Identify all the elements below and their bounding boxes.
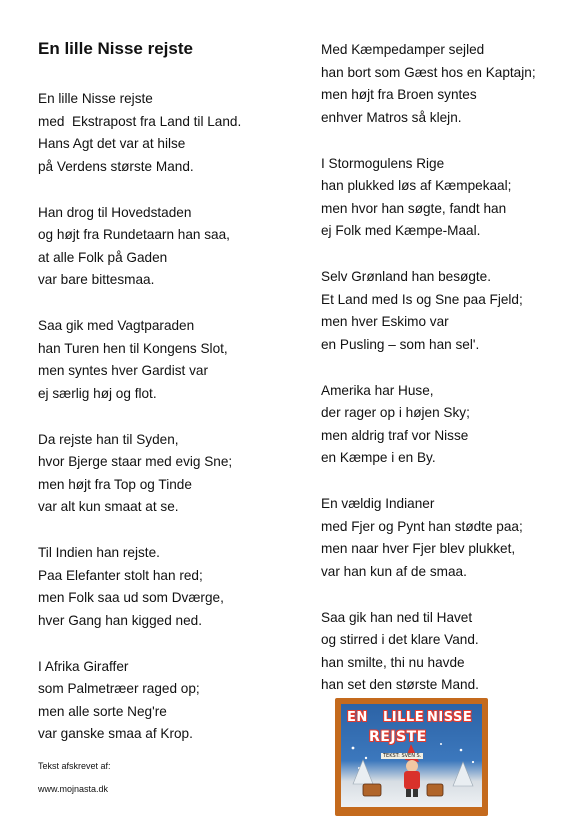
poem-line: En vældig Indianer [321,496,435,511]
poem-line: han plukked løs af Kæmpekaal; [321,178,512,193]
poem-line: Et Land med Is og Sne paa Fjeld; [321,291,523,307]
poem-line: men naar hver Fjer blev plukket, [321,541,516,556]
poem-line: var bare bittesmaa. [38,272,155,287]
poem-line: Da rejste han til Syden, [38,431,179,447]
poem-line: Med Kæmpedamper sejled [321,42,485,57]
cover-author-label: TEKST: SVEN S. [383,753,422,759]
cover-title-word: LILLE [383,710,425,725]
poem-line: som Palmetræer raged op; [38,681,200,696]
poem-line: Amerika har Huse, [321,382,434,398]
poem-line: men Folk saa ud som Dværge, [38,590,224,605]
stanza [38,429,288,519]
poem-line: men syntes hver Gardist var [38,363,208,378]
poem-line: var han kun af de smaa. [321,563,467,579]
poem-line: En lille Nisse rejste [38,91,153,106]
poem-line: Saa gik han ned til Havet [321,609,473,625]
poem-line: en Pusling – som han sel'. [321,336,480,352]
page-title: En lille Nisse rejste [38,39,193,58]
book-cover-image [335,698,488,816]
stanza [38,202,288,292]
poem-line: men højt fra Broen syntes [321,87,477,102]
nisse-figure-icon [404,744,420,797]
poem-line: ej særlig høj og flot. [38,385,157,401]
poem-column-left [38,88,288,769]
footer-website: www.mojnasta.dk [38,784,109,794]
poem-line: Hans Agt det var at hilse [38,136,186,151]
poem-line: men højt fra Top og Tinde [38,476,192,492]
poem-line: I Stormogulens Rige [321,155,445,171]
poem-line: Han drog til Hovedstaden [38,204,192,220]
stanza [321,493,571,583]
poem-line: men hver Eskimo var [321,314,449,329]
poem-line: der rager op i højen Sky; [321,405,470,420]
poem-line: han bort som Gæst hos en Kaptajn; [321,64,536,80]
stanza [321,266,571,356]
poem-line: Paa Elefanter stolt han red; [38,567,203,583]
cover-title-word: NISSE [427,710,473,725]
poem-line: Til Indien han rejste. [38,545,160,560]
stanza [321,380,571,470]
book-cover-artwork [341,704,482,807]
stanza [321,153,571,243]
poem-line: I Afrika Giraffer [38,658,129,674]
stanza [38,88,288,178]
poem-line: enhver Matros så klejn. [321,109,462,125]
footer-credit-label: Tekst afskrevet af: [38,761,111,771]
poem-line: var ganske smaa af Krop. [38,726,193,741]
poem-line: hver Gang han kigged ned. [38,612,203,628]
poem-line: og højt fra Rundetaarn han saa, [38,227,230,242]
poem-line: han Turen hen til Kongens Slot, [38,340,228,356]
poem-line: med Ekstrapost fra Land til Land. [38,113,242,129]
poem-line: en Kæmpe i en By. [321,450,436,465]
cover-title-word: EN [347,710,368,725]
poem-line: hvor Bjerge staar med evig Sne; [38,454,233,469]
poem-line: og stirred i det klare Vand. [321,632,479,647]
poem-line: Saa gik med Vagtparaden [38,318,195,333]
stanza [38,656,288,746]
cover-title-word: REJSTE [369,729,427,745]
poem-line: med Fjer og Pynt han stødte paa; [321,518,523,534]
poem-line: men aldrig traf vor Nisse [321,427,469,443]
poem-line: på Verdens største Mand. [38,158,194,174]
poem-line: Selv Grønland han besøgte. [321,269,492,284]
poem-column-right [321,39,571,720]
stanza [321,39,571,129]
poem-line: men alle sorte Neg're [38,703,167,719]
poem-line: han set den største Mand. [321,677,479,692]
poem-line: var alt kun smaat at se. [38,499,179,514]
poem-line: ej Folk med Kæmpe-Maal. [321,223,481,238]
stanza [38,315,288,405]
stanza [38,542,288,632]
poem-line: han smilte, thi nu havde [321,654,465,670]
suitcase-icon [363,784,443,796]
poem-line: men hvor han søgte, fandt han [321,200,507,216]
stanza [321,607,571,697]
poem-line: at alle Folk på Gaden [38,249,168,265]
